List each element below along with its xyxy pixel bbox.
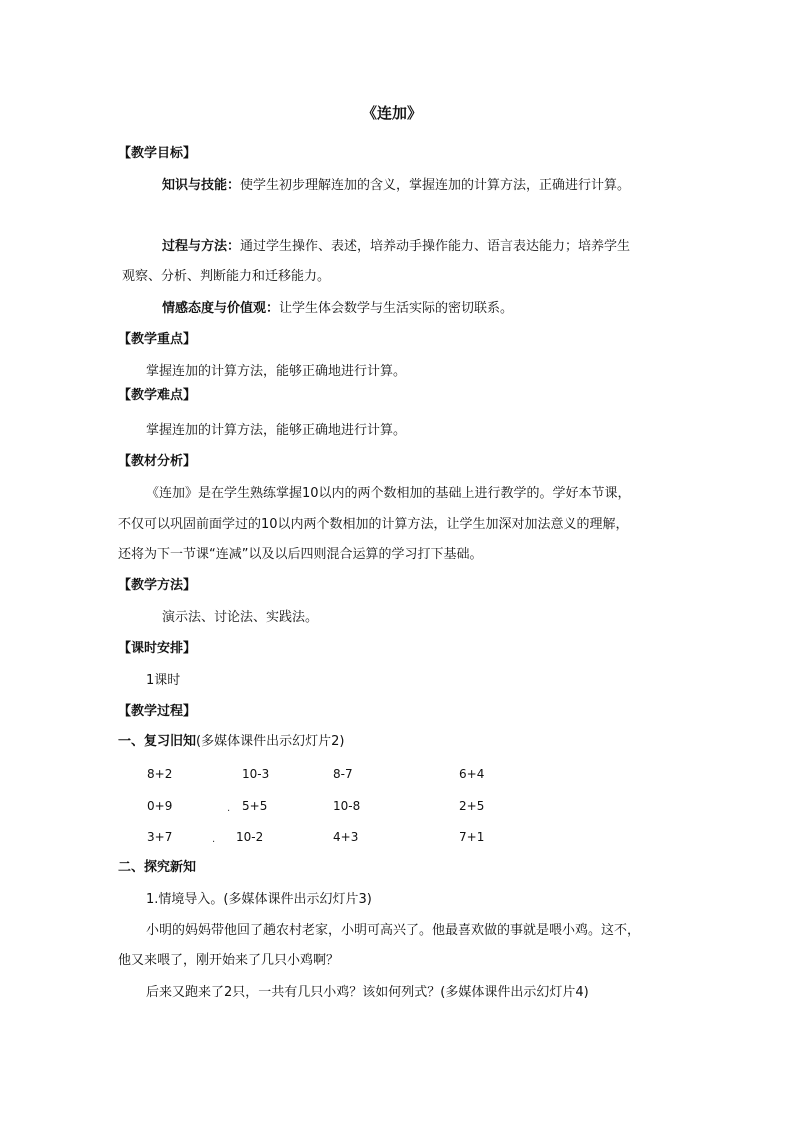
- story-line-2: 他又来喂了，刚开始来了几只小鸡啊？: [118, 953, 340, 968]
- section-heading-analysis: 【教材分析】: [118, 454, 197, 469]
- objective-process-line-1: [162, 238, 630, 256]
- process-text-1: 通过学生操作、表述，培养动手操作能力、语言表达能力；培养学生: [240, 239, 631, 254]
- dot-mark: .: [227, 803, 231, 814]
- step-1-text: 1.情境导入。(多媒体课件出示幻灯片3): [146, 892, 372, 907]
- document-title: 《连加》: [362, 104, 423, 122]
- exercise-item: 10-2: [236, 830, 264, 844]
- section-heading-method: 【教学方法】: [118, 578, 197, 593]
- exercise-item: 10-8: [333, 799, 361, 813]
- analysis-line-2: 不仅可以巩固前面学过的10以内两个数相加的计算方法，让学生加深对加法意义的理解，: [118, 517, 629, 532]
- story-line-3: 后来又跑来了2只，一共有几只小鸡？该如何列式？(多媒体课件出示幻灯片4): [146, 985, 589, 1000]
- explore-title: 二、探究新知: [118, 860, 197, 875]
- story-line-1: 小明的妈妈带他回了趟农村老家，小明可高兴了。他最喜欢做的事就是喂小鸡。这不，: [146, 923, 641, 938]
- review-title-note: (多媒体课件出示幻灯片2): [196, 734, 345, 749]
- knowledge-text: 使学生初步理解连加的含义，掌握连加的计算方法，正确进行计算。: [240, 178, 631, 193]
- method-text: 演示法、讨论法、实践法。: [162, 610, 319, 625]
- difficulty-text: 掌握连加的计算方法，能够正确地进行计算。: [146, 423, 407, 438]
- emotion-text: 让学生体会数学与生活实际的密切联系。: [279, 301, 514, 316]
- section-heading-schedule: 【课时安排】: [118, 641, 197, 656]
- exercise-item: 3+7: [147, 830, 173, 844]
- objective-knowledge: [162, 177, 630, 195]
- review-title-label: 一、复习旧知: [118, 734, 197, 749]
- exercise-item: 6+4: [459, 767, 485, 781]
- dot-mark: .: [212, 834, 216, 845]
- exercise-item: 0+9: [147, 799, 173, 813]
- emotion-label: 情感态度与价值观：: [162, 301, 280, 316]
- exercise-item: 8-7: [333, 767, 353, 781]
- schedule-text: 1课时: [146, 673, 181, 688]
- review-title: [118, 733, 344, 751]
- exercise-item: 8+2: [147, 767, 173, 781]
- section-heading-objectives: 【教学目标】: [118, 146, 197, 161]
- exercise-item: 4+3: [333, 830, 359, 844]
- analysis-line-1: 《连加》是在学生熟练掌握10以内的两个数相加的基础上进行教学的。学好本节课，: [146, 486, 631, 501]
- key-point-text: 掌握连加的计算方法，能够正确地进行计算。: [146, 364, 407, 379]
- section-heading-key-point: 【教学重点】: [118, 332, 197, 347]
- section-heading-process: 【教学过程】: [118, 704, 197, 719]
- process-label: 过程与方法：: [162, 239, 241, 254]
- analysis-line-3: 还将为下一节课“连减”以及以后四则混合运算的学习打下基础。: [118, 547, 483, 562]
- objective-emotion: [162, 300, 513, 318]
- exercise-item: 7+1: [459, 830, 485, 844]
- knowledge-label: 知识与技能：: [162, 178, 241, 193]
- exercise-item: 5+5: [242, 799, 268, 813]
- exercise-item: 2+5: [459, 799, 485, 813]
- objective-process-line-2: 观察、分析、判断能力和迁移能力。: [122, 269, 331, 284]
- section-heading-difficulty: 【教学难点】: [118, 388, 197, 403]
- exercise-item: 10-3: [242, 767, 270, 781]
